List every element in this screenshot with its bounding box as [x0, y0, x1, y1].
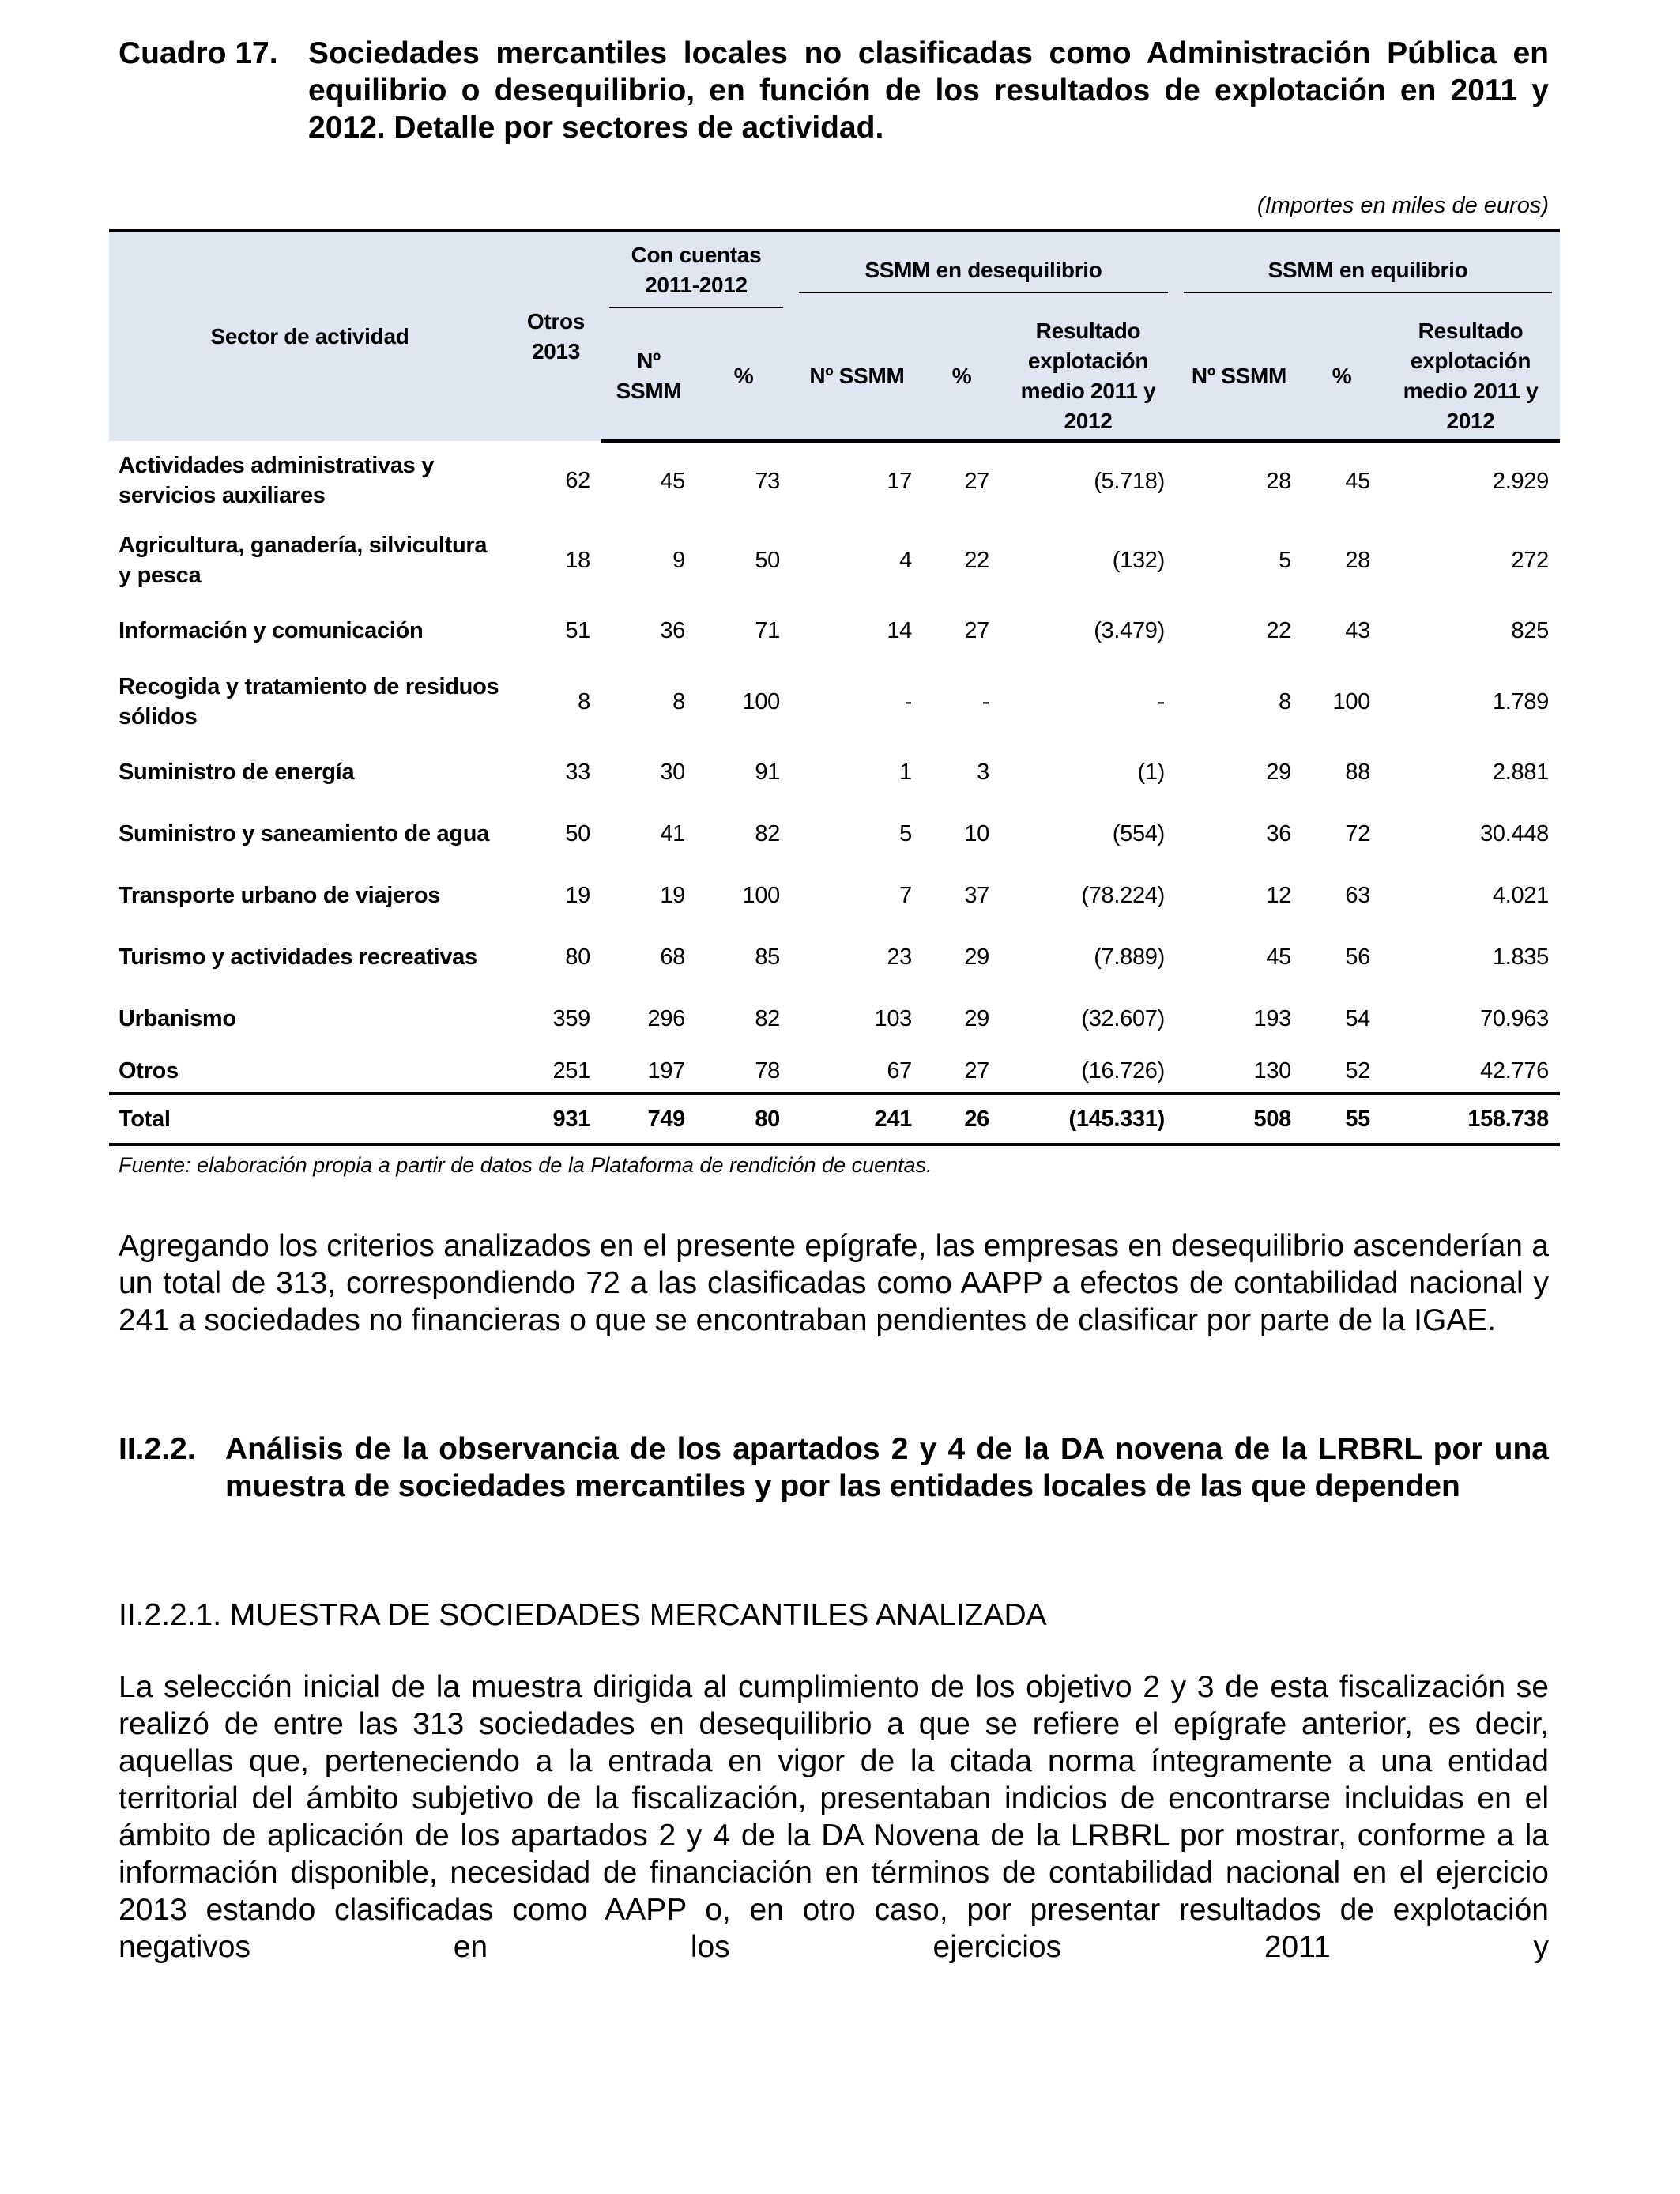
total-des-res: (145.331)	[1000, 1094, 1176, 1144]
cell-cc-n: 296	[647, 1006, 685, 1031]
header-sector: Sector de actividad	[109, 231, 510, 441]
total-eq-res: 158.738	[1381, 1094, 1560, 1144]
cell-sector: Suministro y saneamiento de agua	[119, 821, 490, 846]
cell-eq-res: 70.963	[1480, 1006, 1549, 1031]
cell-eq-n: 22	[1266, 618, 1291, 643]
cell-eq-n: 130	[1253, 1058, 1291, 1084]
cell-cc-n: 36	[660, 618, 685, 643]
section-heading	[119, 1431, 1549, 1505]
cell-eq-pct: 28	[1345, 547, 1370, 573]
table-row	[109, 803, 1560, 865]
cell-sector: Transporte urbano de viajeros	[119, 883, 441, 908]
cell-otros: 8	[578, 688, 590, 714]
table-row	[109, 988, 1560, 1050]
table-row	[109, 741, 1560, 803]
table-row	[109, 600, 1560, 662]
header-equilibrio-label: SSMM en equilibrio	[1184, 255, 1552, 293]
cell-des-pct: 27	[964, 1058, 989, 1084]
header-des-n: Nº SSMM	[791, 313, 923, 441]
cell-cc-pct: 82	[755, 1006, 780, 1031]
cell-sector: Turismo y actividades recreativas	[119, 944, 477, 970]
cell-des-n: 23	[887, 944, 912, 970]
cell-cc-pct: 91	[755, 760, 780, 785]
cell-otros: 50	[565, 821, 590, 846]
header-otros-2013: Otros 2013	[510, 231, 601, 441]
cell-eq-pct: 52	[1345, 1058, 1370, 1084]
cell-eq-pct: 72	[1345, 821, 1370, 846]
total-eq-n: 508	[1176, 1094, 1302, 1144]
table-row	[109, 662, 1560, 741]
table-row	[109, 865, 1560, 926]
cell-eq-n: 29	[1266, 760, 1291, 785]
table-row	[109, 1050, 1560, 1094]
cell-cc-n: 68	[660, 944, 685, 970]
cell-des-pct: 27	[964, 618, 989, 643]
cell-sector: Otros	[119, 1058, 179, 1084]
cell-otros: 359	[552, 1006, 590, 1031]
cell-des-n: 67	[887, 1058, 912, 1084]
cell-otros: 33	[565, 760, 590, 785]
header-des-pct: %	[923, 313, 1000, 441]
total-row	[109, 1094, 1560, 1144]
header-desequilibrio-label: SSMM en desequilibrio	[799, 255, 1168, 293]
section-title: Análisis de la observancia de los apartados 2 y 4 de la DA novena de la LRBRL por una muestra de sociedades mercantiles y por las entidades locales de las que dependen	[225, 1432, 1549, 1503]
header-desequilibrio	[791, 231, 1176, 313]
cell-des-n: 17	[887, 469, 912, 494]
table-row	[109, 441, 1560, 520]
cell-eq-res: 1.789	[1492, 688, 1549, 714]
cell-sector: Actividades administrativas y servicios auxiliares	[119, 453, 435, 508]
cell-cc-n: 45	[660, 469, 685, 494]
cell-eq-res: 42.776	[1480, 1058, 1549, 1084]
cell-des-n: 103	[874, 1006, 912, 1031]
cell-cc-pct: 100	[742, 883, 780, 908]
cell-otros: 19	[565, 883, 590, 908]
cell-otros: 62	[565, 468, 590, 493]
cell-des-pct: 3	[977, 760, 989, 785]
header-eq-pct: %	[1302, 313, 1381, 441]
cell-sector: Recogida y tratamiento de residuos sólidos	[119, 673, 499, 729]
cell-eq-n: 12	[1266, 883, 1291, 908]
total-label: Total	[109, 1094, 510, 1144]
cell-cc-pct: 100	[742, 688, 780, 714]
cell-cc-pct: 73	[755, 469, 780, 494]
cell-cc-pct: 71	[755, 618, 780, 643]
cell-des-res: (554)	[1112, 821, 1165, 846]
cell-eq-pct: 100	[1332, 688, 1370, 714]
cell-eq-res: 2.929	[1492, 469, 1549, 494]
header-cc-n: Nº SSMM	[601, 313, 696, 441]
header-con-cuentas-label: Con cuentas 2011-2012	[609, 240, 783, 308]
total-cc-pct: 80	[696, 1094, 791, 1144]
cell-cc-n: 8	[672, 688, 685, 714]
cell-cc-pct: 50	[755, 547, 780, 573]
cell-otros: 51	[565, 618, 590, 643]
total-otros: 931	[510, 1094, 601, 1144]
header-eq-n: Nº SSMM	[1176, 313, 1302, 441]
cell-des-pct: 29	[964, 944, 989, 970]
total-des-n: 241	[791, 1094, 923, 1144]
units-note: (Importes en miles de euros)	[1256, 193, 1549, 218]
cell-des-res: (3.479)	[1094, 618, 1165, 643]
total-des-pct: 26	[923, 1094, 1000, 1144]
cell-eq-pct: 54	[1345, 1006, 1370, 1031]
table-caption	[119, 35, 1549, 146]
cell-des-n: 14	[887, 618, 912, 643]
cell-cc-n: 41	[660, 821, 685, 846]
subsection-heading: II.2.2.1. MUESTRA DE SOCIEDADES MERCANTILES ANALIZADA	[119, 1598, 1047, 1632]
cell-cc-pct: 85	[755, 944, 780, 970]
cell-des-res: (16.726)	[1081, 1058, 1165, 1084]
cell-cc-n: 197	[647, 1058, 685, 1084]
cell-eq-n: 5	[1279, 547, 1291, 573]
cell-sector: Información y comunicación	[119, 618, 424, 643]
cell-des-pct: 29	[964, 1006, 989, 1031]
cell-des-res: (78.224)	[1081, 883, 1165, 908]
cell-eq-res: 1.835	[1492, 944, 1549, 970]
cell-eq-n: 193	[1253, 1006, 1291, 1031]
total-cc-n: 749	[601, 1094, 696, 1144]
cell-des-res: (1)	[1137, 760, 1165, 785]
cell-otros: 18	[565, 547, 590, 573]
paragraph-sample: La selección inicial de la muestra dirigida al cumplimiento de los objetivo 2 y 3 de esta fiscalización se realizó de entre las 313 sociedades en desequilibrio a que se refiere el epígrafe anterior, es decir, aquellas que, perteneciendo a la entrada en vigor de la citada norma íntegramente a una entidad territorial del ámbito subjetivo de la fiscalización, presentaban indicios de encontrarse incluidas en el ámbito de aplicación de los apartados 2 y 4 de la DA Novena de la LRBRL por mostrar, conforme a la información disponible, necesidad de financiación en términos de contabilidad nacional en el ejercicio 2013 estando clasificadas como AAPP o, en otro caso, por presentar resultados de explotación negativos en los ejercicios 2011 y	[119, 1670, 1549, 1964]
paragraph-aggregation: Agregando los criterios analizados en el presente epígrafe, las empresas en desequilibrio ascenderían a un total de 313, correspondiendo 72 a las clasificadas como AAPP a efectos de contabilidad nacional y 241 a sociedades no financieras o que se encontraban pendientes de clasificar por parte de la IGAE.	[119, 1229, 1549, 1337]
cell-sector: Urbanismo	[119, 1006, 236, 1031]
header-equilibrio	[1176, 231, 1560, 313]
cell-des-res: (5.718)	[1094, 469, 1165, 494]
cell-eq-res: 272	[1511, 547, 1549, 573]
table-row	[109, 926, 1560, 988]
cell-des-n: 1	[899, 760, 912, 785]
caption-label: Cuadro 17.	[119, 36, 278, 70]
cell-eq-pct: 43	[1345, 618, 1370, 643]
data-table	[109, 229, 1560, 1146]
cell-sector: Agricultura, ganadería, silvicultura y pesca	[119, 532, 488, 588]
cell-eq-n: 45	[1266, 944, 1291, 970]
cell-des-pct: 10	[964, 821, 989, 846]
cell-des-res: -	[1157, 688, 1165, 714]
cell-des-res: (32.607)	[1081, 1006, 1165, 1031]
cell-des-n: 4	[899, 547, 912, 573]
cell-eq-pct: 88	[1345, 760, 1370, 785]
header-eq-resultado: Resultado explotación medio 2011 y 2012	[1381, 313, 1560, 441]
cell-cc-n: 19	[660, 883, 685, 908]
total-eq-pct: 55	[1302, 1094, 1381, 1144]
cell-eq-pct: 63	[1345, 883, 1370, 908]
cell-des-pct: 27	[964, 469, 989, 494]
cell-des-pct: -	[981, 688, 989, 714]
cell-cc-pct: 82	[755, 821, 780, 846]
cell-otros: 80	[565, 944, 590, 970]
cell-eq-res: 2.881	[1492, 760, 1549, 785]
cell-cc-pct: 78	[755, 1058, 780, 1084]
cell-des-res: (132)	[1112, 547, 1165, 573]
cell-otros: 251	[552, 1058, 590, 1084]
header-con-cuentas	[601, 231, 791, 313]
cell-eq-res: 4.021	[1492, 883, 1549, 908]
cell-cc-n: 9	[672, 547, 685, 573]
cell-eq-pct: 45	[1345, 469, 1370, 494]
cell-des-pct: 37	[964, 883, 989, 908]
cell-des-n: -	[904, 688, 912, 714]
cell-eq-n: 28	[1266, 469, 1291, 494]
cell-des-n: 5	[899, 821, 912, 846]
header-cc-pct: %	[696, 313, 791, 441]
cell-des-res: (7.889)	[1094, 944, 1165, 970]
section-number: II.2.2.	[119, 1432, 196, 1466]
cell-cc-n: 30	[660, 760, 685, 785]
cell-des-n: 7	[899, 883, 912, 908]
cell-eq-n: 36	[1266, 821, 1291, 846]
source-note: Fuente: elaboración propia a partir de datos de la Plataforma de rendición de cuentas.	[119, 1153, 932, 1177]
header-des-resultado: Resultado explotación medio 2011 y 2012	[1000, 313, 1176, 441]
cell-eq-pct: 56	[1345, 944, 1370, 970]
table-row	[109, 520, 1560, 600]
cell-eq-res: 30.448	[1480, 821, 1549, 846]
cell-sector: Suministro de energía	[119, 760, 355, 785]
cell-des-pct: 22	[964, 547, 989, 573]
caption-text: Sociedades mercantiles locales no clasificadas como Administración Pública en equilibrio o desequilibrio, en función de los resultados de explotación en 2011 y 2012. Detalle por sectores de actividad.	[308, 36, 1549, 145]
cell-eq-n: 8	[1279, 688, 1291, 714]
cell-eq-res: 825	[1511, 618, 1549, 643]
